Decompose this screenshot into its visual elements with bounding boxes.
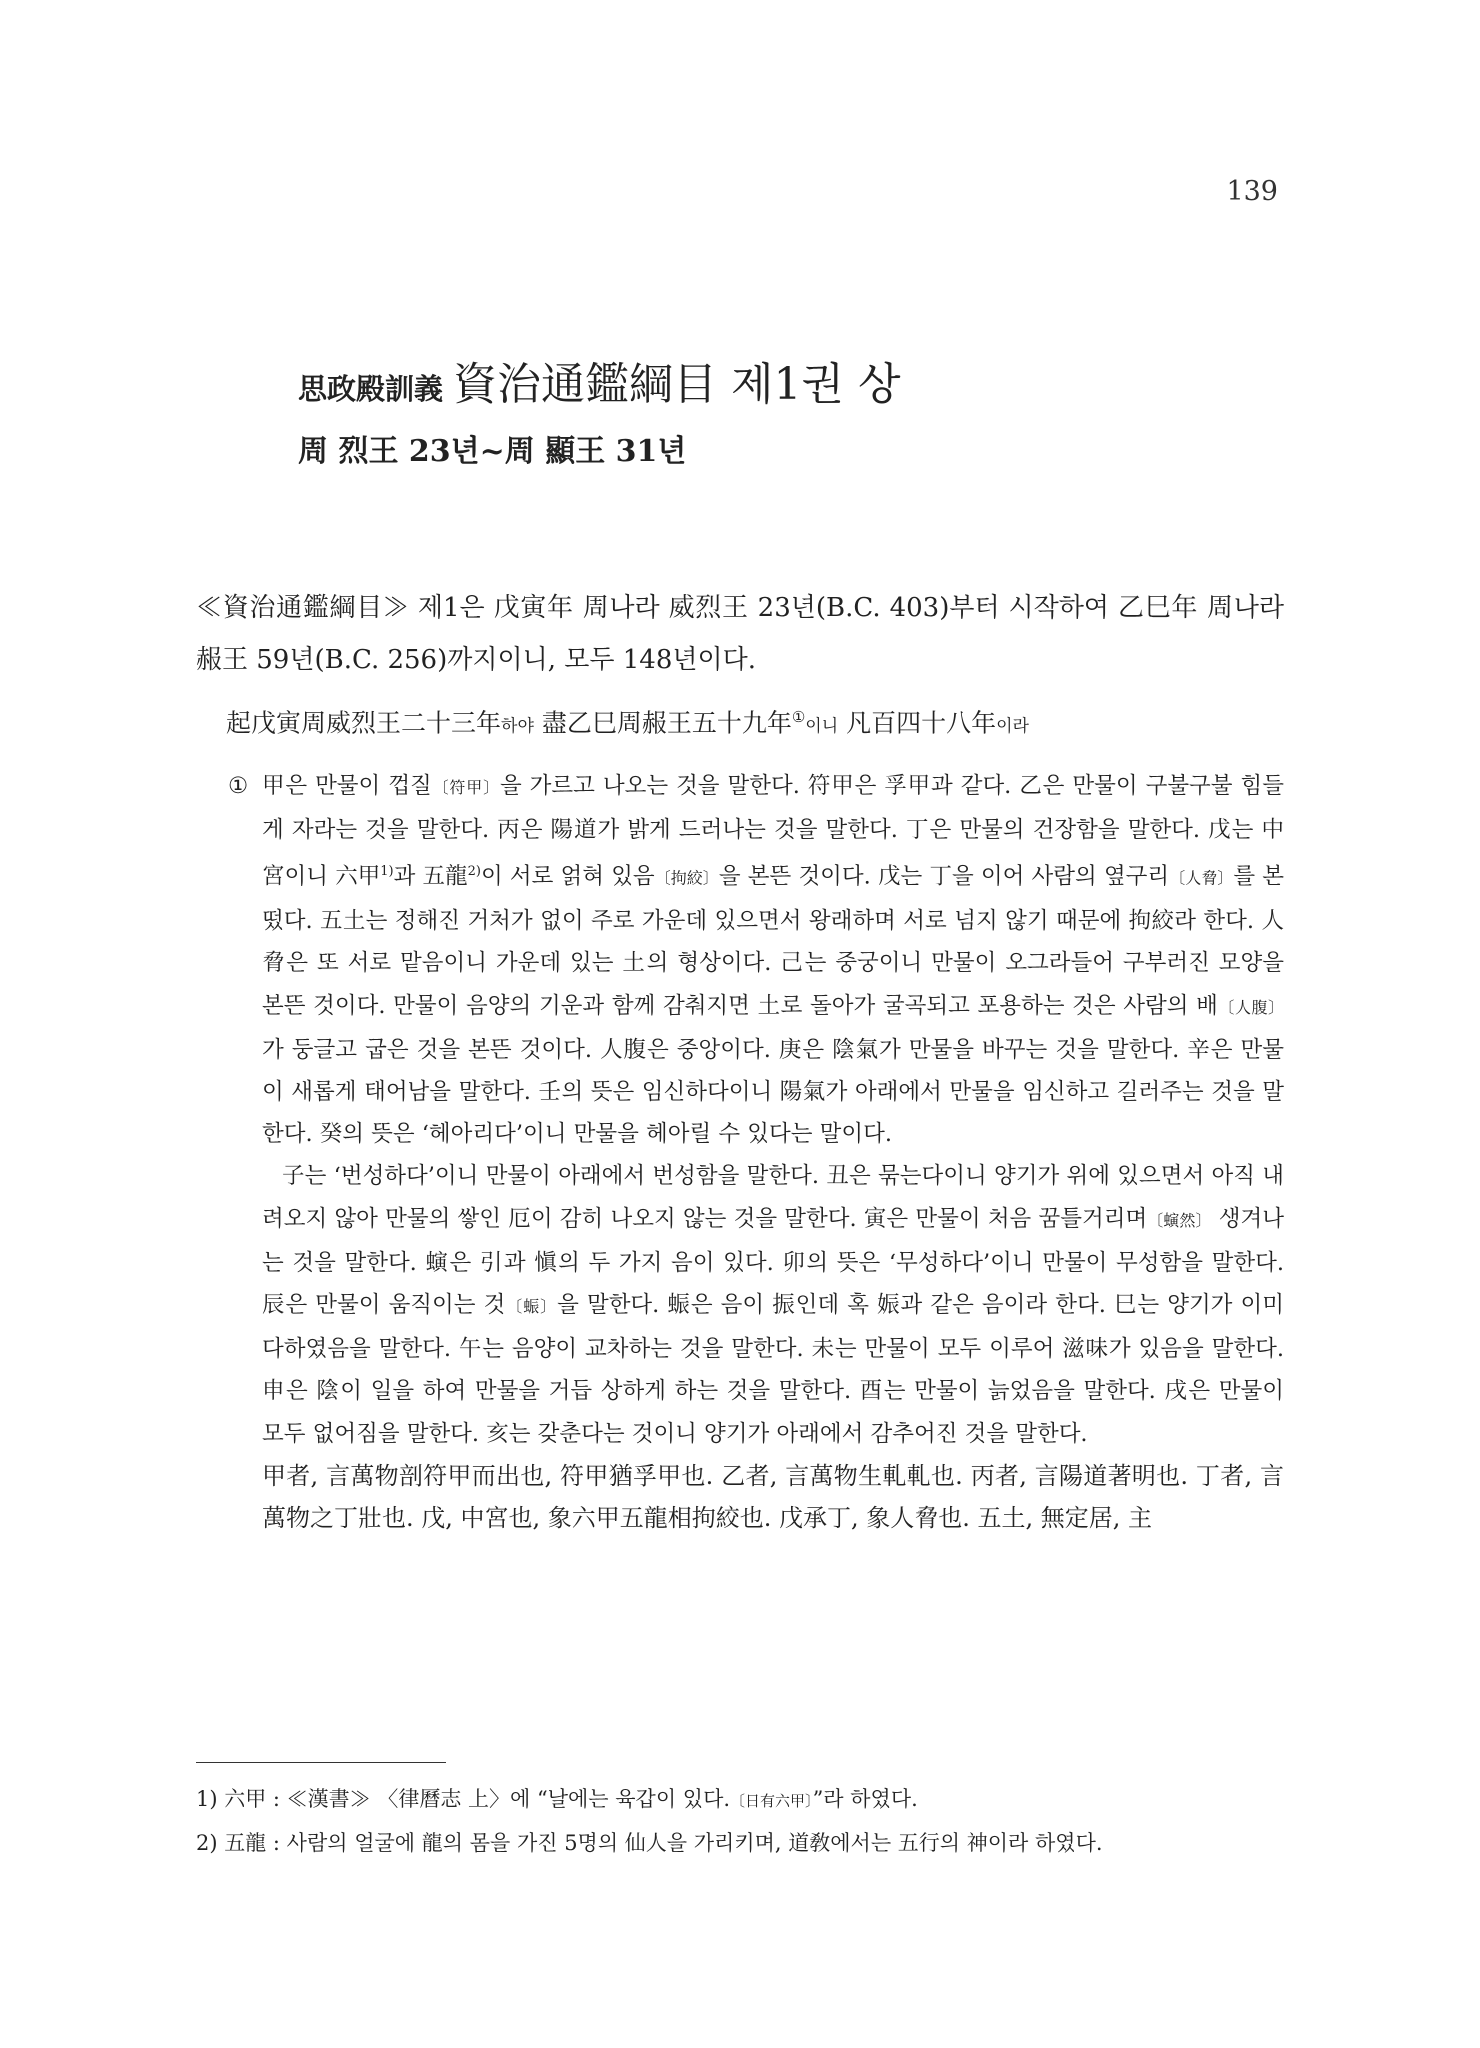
- note-gloss: 〔人腹〕: [1217, 997, 1284, 1017]
- intro-paragraph: ≪資治通鑑綱目≫ 제1은 戊寅年 周나라 威烈王 23년(B.C. 403)부터 시작하여 乙巳年 周나라 赧王 59년(B.C. 256)까지이니, 모두 148년이다.: [196, 593, 1284, 675]
- footnote-number: 2): [196, 1831, 218, 1855]
- commentary-note: [228, 765, 1284, 1539]
- note-paragraph: [262, 765, 1284, 1155]
- original-text-part: 盡乙巳周赧王五十九年: [533, 708, 792, 738]
- note-classical-quote: 甲者, 言萬物剖符甲而出也, 符甲猶孚甲也. 乙者, 言萬物生軋軋也. 丙者, 言陽道著明也. 丁者, 言萬物之丁壯也. 戊, 中宮也, 象六甲五龍相拘絞也. 戊承丁, 象人脅也. 五土, 無定居, 主: [262, 1461, 1284, 1532]
- footnotes: [196, 1778, 1286, 1864]
- note-text: 과 五龍: [393, 863, 468, 890]
- note-text: 이 서로 얽혀 있음: [480, 863, 655, 890]
- footnote-text: ”라 하였다.: [812, 1787, 918, 1811]
- note-text: 가 둥글고 굽은 것을 본뜬 것이다. 人腹은 중앙이다. 庚은 陰氣가 만물을 바꾸는 것을 말한다. 辛은 만물이 새롭게 태어남을 말한다. 壬의 뜻은 임신하다이니 陽氣가 아래에서 만물을 임신하고 길러주는 것을 말한다. 癸의 뜻은 ‘헤아리다’이니 만물을 헤아릴 수 있다는 말이다.: [262, 1036, 1284, 1148]
- chapter-series: 思政殿訓義: [298, 372, 444, 406]
- footnote-text: : 사람의 얼굴에 龍의 몸을 가진 5명의 仙人을 가리키며, 道敎에서는 五行의 神이라 하였다.: [266, 1831, 1103, 1855]
- original-suffix: 이라: [996, 716, 1029, 737]
- original-text-part: 起戊寅周威烈王二十三年: [226, 708, 502, 738]
- note-text: 를 본떴다. 五土는 정해진 거처가 없이 주로 가운데 있으면서 왕래하며 서로 넘지 않기 때문에 拘絞라 한다. 人脅은 또 서로 맡음이니 가운데 있는 土의 형상이다. 己는 중궁이니 만물이 오그라들어 구부러진 모양을 본뜬 것이다. 만물이 음양의 기운과 함께 감춰지면 土로 돌아가 굴곡되고 포용하는 것은 사람의 배: [262, 863, 1285, 1019]
- original-suffix: 하야: [501, 716, 534, 737]
- original-text-part: 凡百四十八年: [838, 708, 997, 738]
- chapter-main-title: 資治通鑑綱目 제1권 상: [453, 359, 901, 410]
- footnote-reference: 1): [380, 864, 394, 880]
- footnote-gloss: 〔日有六甲〕: [730, 1792, 813, 1810]
- note-text: 子는 ‘번성하다’이니 만물이 아래에서 번성함을 말한다. 丑은 묶는다이니 양기가 위에 있으면서 아직 내려오지 않아 만물의 쌓인 厄이 감히 나오지 않는 것을 말한다. 寅은 만물이 처음 꿈틀거리며: [262, 1163, 1284, 1232]
- footnote: [196, 1778, 1286, 1822]
- note-text: 생겨나는 것을 말한다. 螾은 引과 愼의 두 가지 음이 있다. 卯의 뜻은 ‘무성하다’이니 만물이 무성함을 말한다. 辰은 만물이 움직이는 것: [262, 1205, 1284, 1318]
- note-number: ①: [228, 773, 249, 799]
- note-text: 을 가르고 나오는 것을 말한다. 符甲은 孚甲과 같다. 乙은 만물이 구불구불 힘들게 자라는 것을 말한다. 丙은 陽道가 밝게 드러나는 것을 말한다. 丁은 만물의 건장함을 말한다. 戊는 中宮이니 六甲: [262, 773, 1284, 890]
- note-gloss: 〔螾然〕: [1147, 1210, 1212, 1230]
- chapter-subtitle: 周 烈王 23년~周 顯王 31년: [298, 434, 687, 469]
- footnote-divider: [196, 1762, 446, 1763]
- note-body: [228, 765, 1284, 1539]
- original-text: [226, 697, 1306, 746]
- original-suffix: 이니: [805, 716, 839, 737]
- note-gloss: 〔符甲〕: [431, 778, 500, 797]
- page-number: 139: [1226, 176, 1278, 207]
- note-text: 을 말한다. 蜄은 음이 振인데 혹 娠과 같은 음이라 한다. 巳는 양기가 이미 다하였음을 말한다. 午는 음양이 교차하는 것을 말한다. 未는 만물이 모두 이루어 滋味가 있음을 말한다. 申은 陰이 일을 하여 만물을 거듭 상하게 하는 것을 말한다. 酉는 만물이 늙었음을 말한다. 戌은 만물이 모두 없어짐을 말한다. 亥는 갖춘다는 것이니 양기가 아래에서 감추어진 것을 말한다.: [262, 1291, 1284, 1447]
- footnote-text: : ≪漢書≫ 〈律曆志 上〉에 “날에는 육갑이 있다.: [266, 1787, 731, 1811]
- footnote-term: 五龍: [224, 1831, 267, 1855]
- note-gloss: 〔拘絞〕: [654, 868, 719, 888]
- note-text: 을 본뜬 것이다. 戊는 丁을 이어 사람의 옆구리: [718, 863, 1170, 890]
- note-gloss: 〔蜄〕: [505, 1296, 558, 1316]
- chapter-title: [298, 359, 901, 410]
- footnote-number: 1): [196, 1787, 218, 1811]
- note-gloss: 〔人脅〕: [1169, 868, 1234, 888]
- footnote-reference: 2): [467, 864, 481, 880]
- footnote: [196, 1822, 1286, 1864]
- note-text: 甲은 만물이 껍질: [262, 773, 432, 799]
- footnote-term: 六甲: [224, 1787, 267, 1811]
- note-paragraph: [262, 1155, 1284, 1454]
- note-reference: ①: [791, 708, 806, 726]
